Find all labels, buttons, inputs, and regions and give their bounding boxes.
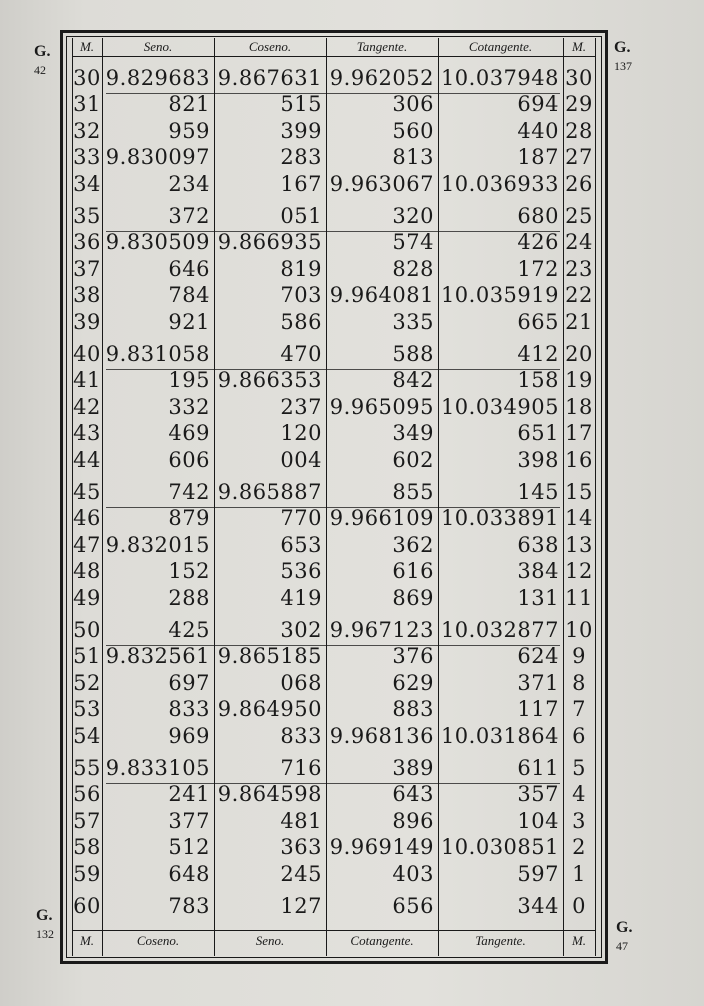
minute-cell: 47 [73,532,101,557]
seno-cell: 195 [168,368,210,393]
minute-right-cell: 21 [565,309,593,334]
minute-cell: 32 [73,118,101,143]
cotangente-cell: 145 [517,480,559,504]
cotangente-cell: 117 [517,697,559,722]
cotangente-cell: 10.033891 [440,506,559,531]
seno-cell: 697 [168,670,210,695]
minute-cell: 49 [73,585,101,610]
seno-cell: 241 [168,782,210,807]
tangente-cell: 883 [392,697,434,722]
minute-cell: 34 [73,171,101,196]
tangente-cell: 335 [392,309,434,334]
coseno-cell: 302 [280,618,322,642]
coseno-cell: 127 [280,894,322,918]
coseno-cell: 419 [280,585,322,610]
minute-cell: 45 [73,480,101,504]
coseno-cell: 515 [280,92,322,117]
minute-cell: 60 [73,894,101,918]
margin-note-bottom-right: G. 47 [616,919,633,953]
minute-right-cell: 24 [565,230,593,255]
minute-right-cell: 28 [565,118,593,143]
coseno-cell: 051 [280,204,322,228]
coseno-cell: 9.865887 [217,480,322,504]
header-seno: Seno. [143,39,173,54]
minute-cell: 54 [73,723,101,748]
footer-cotangente: Cotangente. [350,933,414,948]
minute-right-cell: 27 [565,145,593,170]
seno-cell: 9.829683 [105,66,210,90]
coseno-cell: 9.866353 [217,368,322,393]
minute-cell: 46 [73,506,101,531]
minute-right-cell: 12 [565,559,593,584]
tangente-cell: 362 [392,532,434,557]
cotangente-cell: 412 [517,342,559,366]
minute-right-cell: 29 [565,92,593,117]
tangente-cell: 616 [392,559,434,584]
footer-minute-right: M. [571,933,587,948]
seno-cell: 152 [168,559,210,584]
minute-cell: 37 [73,256,101,281]
minute-cell: 43 [73,421,101,446]
minute-right-cell: 18 [565,394,593,419]
minute-cell: 44 [73,447,101,472]
cotangente-cell: 638 [517,532,559,557]
coseno-cell: 833 [280,723,322,748]
seno-cell: 512 [168,835,210,860]
minute-cell: 52 [73,670,101,695]
minute-right-cell: 0 [572,894,586,918]
cotangente-cell: 440 [517,118,559,143]
coseno-cell: 167 [280,171,322,196]
seno-cell: 606 [168,447,210,472]
header-cotangente: Cotangente. [468,39,533,54]
minute-cell: 38 [73,283,101,308]
cotangente-cell: 187 [517,145,559,170]
tangente-cell: 869 [392,585,434,610]
seno-cell: 288 [168,585,210,610]
coseno-cell: 586 [280,309,322,334]
coseno-cell: 9.866935 [217,230,322,255]
tangente-cell: 9.966109 [329,506,434,531]
coseno-cell: 703 [280,283,322,308]
tangente-cell: 9.967123 [329,618,434,642]
cotangente-cell: 131 [517,585,559,610]
coseno-cell: 9.864950 [217,697,322,722]
footer-tangente: Tangente. [475,933,526,948]
coseno-cell: 716 [280,756,322,780]
minute-right-cell: 9 [572,644,586,669]
minute-right-cell: 19 [565,368,593,393]
cotangente-cell: 694 [517,92,559,117]
cotangente-cell: 611 [517,756,559,780]
margin-note-top-right: G. 137 [614,39,632,73]
header-minute-right: M. [571,39,587,54]
minute-cell: 58 [73,835,101,860]
seno-cell: 332 [168,394,210,419]
tangente-cell: 813 [392,145,434,170]
seno-cell: 921 [168,309,210,334]
minute-cell: 48 [73,559,101,584]
cotangente-cell: 357 [517,782,559,807]
coseno-cell: 470 [280,342,322,366]
tangente-cell: 602 [392,447,434,472]
seno-cell: 784 [168,283,210,308]
footer-minute: M. [79,933,95,948]
cotangente-cell: 10.035919 [440,283,559,308]
tangente-cell: 9.962052 [329,66,434,90]
cotangente-cell: 665 [517,309,559,334]
cotangente-cell: 624 [517,644,559,669]
seno-cell: 234 [168,171,210,196]
seno-cell: 648 [168,861,210,886]
footer-coseno: Coseno. [136,933,180,948]
seno-cell: 9.833105 [105,756,210,780]
cotangente-cell: 10.032877 [440,618,559,642]
header-minute: M. [79,39,95,54]
minute-right-cell: 4 [572,782,586,807]
tangente-cell: 574 [392,230,434,255]
minute-right-cell: 22 [565,283,593,308]
coseno-cell: 245 [280,861,322,886]
minute-right-cell: 10 [565,618,593,642]
minute-right-cell: 7 [572,697,586,722]
tangente-cell: 9.964081 [329,283,434,308]
seno-cell: 9.832015 [105,532,210,557]
tangente-cell: 9.963067 [329,171,434,196]
minute-cell: 39 [73,309,101,334]
cotangente-cell: 651 [517,421,559,446]
coseno-cell: 068 [280,670,322,695]
minute-cell: 53 [73,697,101,722]
coseno-cell: 653 [280,532,322,557]
cotangente-cell: 10.031864 [440,723,559,748]
minute-cell: 40 [73,342,101,366]
coseno-cell: 120 [280,421,322,446]
coseno-cell: 363 [280,835,322,860]
minute-cell: 42 [73,394,101,419]
cotangente-cell: 398 [517,447,559,472]
header-tangente: Tangente. [356,39,408,54]
coseno-cell: 9.867631 [217,66,322,90]
seno-cell: 9.832561 [105,644,210,669]
footer-rule [72,930,596,931]
cotangente-cell: 680 [517,204,559,228]
column-rule [595,38,596,956]
minute-cell: 55 [73,756,101,780]
cotangente-cell: 10.030851 [440,835,559,860]
seno-cell: 646 [168,256,210,281]
header-coseno: Coseno. [248,39,292,54]
seno-cell: 9.830097 [105,145,210,170]
minute-cell: 33 [73,145,101,170]
coseno-cell: 9.865185 [217,644,322,669]
minute-cell: 56 [73,782,101,807]
coseno-cell: 770 [280,506,322,531]
minute-right-cell: 23 [565,256,593,281]
seno-cell: 783 [168,894,210,918]
margin-note-top-left: G. 42 [34,43,51,77]
cotangente-cell: 371 [517,670,559,695]
minute-cell: 57 [73,808,101,833]
minute-right-cell: 16 [565,447,593,472]
cotangente-cell: 10.037948 [440,66,559,90]
coseno-cell: 004 [280,447,322,472]
tangente-cell: 828 [392,256,434,281]
coseno-cell: 9.864598 [217,782,322,807]
minute-right-cell: 2 [572,835,586,860]
tangente-cell: 560 [392,118,434,143]
seno-cell: 469 [168,421,210,446]
coseno-cell: 237 [280,394,322,419]
minute-right-cell: 25 [565,204,593,228]
cotangente-cell: 597 [517,861,559,886]
minute-cell: 31 [73,92,101,117]
tangente-cell: 855 [392,480,434,504]
minute-right-cell: 14 [565,506,593,531]
seno-cell: 833 [168,697,210,722]
cotangente-cell: 426 [517,230,559,255]
coseno-cell: 399 [280,118,322,143]
coseno-cell: 283 [280,145,322,170]
minute-right-cell: 15 [565,480,593,504]
seno-cell: 742 [168,480,210,504]
tangente-cell: 349 [392,421,434,446]
cotangente-cell: 158 [517,368,559,393]
seno-cell: 879 [168,506,210,531]
cotangente-cell: 10.036933 [440,171,559,196]
seno-cell: 9.831058 [105,342,210,366]
tangente-cell: 643 [392,782,434,807]
tangente-cell: 629 [392,670,434,695]
tangente-cell: 320 [392,204,434,228]
cotangente-cell: 344 [517,894,559,918]
minute-cell: 35 [73,204,101,228]
header-rule [72,56,596,57]
tangente-cell: 842 [392,368,434,393]
coseno-cell: 481 [280,808,322,833]
seno-cell: 372 [168,204,210,228]
minute-right-cell: 11 [565,585,593,610]
cotangente-cell: 104 [517,808,559,833]
margin-note-bottom-left: G. 132 [36,907,54,941]
minute-right-cell: 3 [572,808,586,833]
minute-right-cell: 17 [565,421,593,446]
minute-right-cell: 20 [565,342,593,366]
tangente-cell: 9.965095 [329,394,434,419]
tangente-cell: 896 [392,808,434,833]
minute-right-cell: 26 [565,171,593,196]
tangente-cell: 306 [392,92,434,117]
tangente-cell: 389 [392,756,434,780]
seno-cell: 9.830509 [105,230,210,255]
cotangente-cell: 10.034905 [440,394,559,419]
seno-cell: 425 [168,618,210,642]
seno-cell: 959 [168,118,210,143]
tangente-cell: 376 [392,644,434,669]
minute-right-cell: 30 [565,66,593,90]
coseno-cell: 536 [280,559,322,584]
minute-cell: 59 [73,861,101,886]
seno-cell: 377 [168,808,210,833]
minute-right-cell: 5 [572,756,586,780]
tangente-cell: 656 [392,894,434,918]
tangente-cell: 588 [392,342,434,366]
cotangente-cell: 384 [517,559,559,584]
minute-right-cell: 13 [565,532,593,557]
cotangente-cell: 172 [517,256,559,281]
seno-cell: 821 [168,92,210,117]
minute-right-cell: 1 [572,861,586,886]
footer-seno: Seno. [255,933,285,948]
minute-cell: 51 [73,644,101,669]
minute-cell: 41 [73,368,101,393]
coseno-cell: 819 [280,256,322,281]
minute-cell: 36 [73,230,101,255]
tangente-cell: 9.969149 [329,835,434,860]
tangente-cell: 403 [392,861,434,886]
minute-right-cell: 6 [572,723,586,748]
minute-cell: 30 [73,66,101,90]
tangente-cell: 9.968136 [329,723,434,748]
minute-cell: 50 [73,618,101,642]
minute-right-cell: 8 [572,670,586,695]
seno-cell: 969 [168,723,210,748]
